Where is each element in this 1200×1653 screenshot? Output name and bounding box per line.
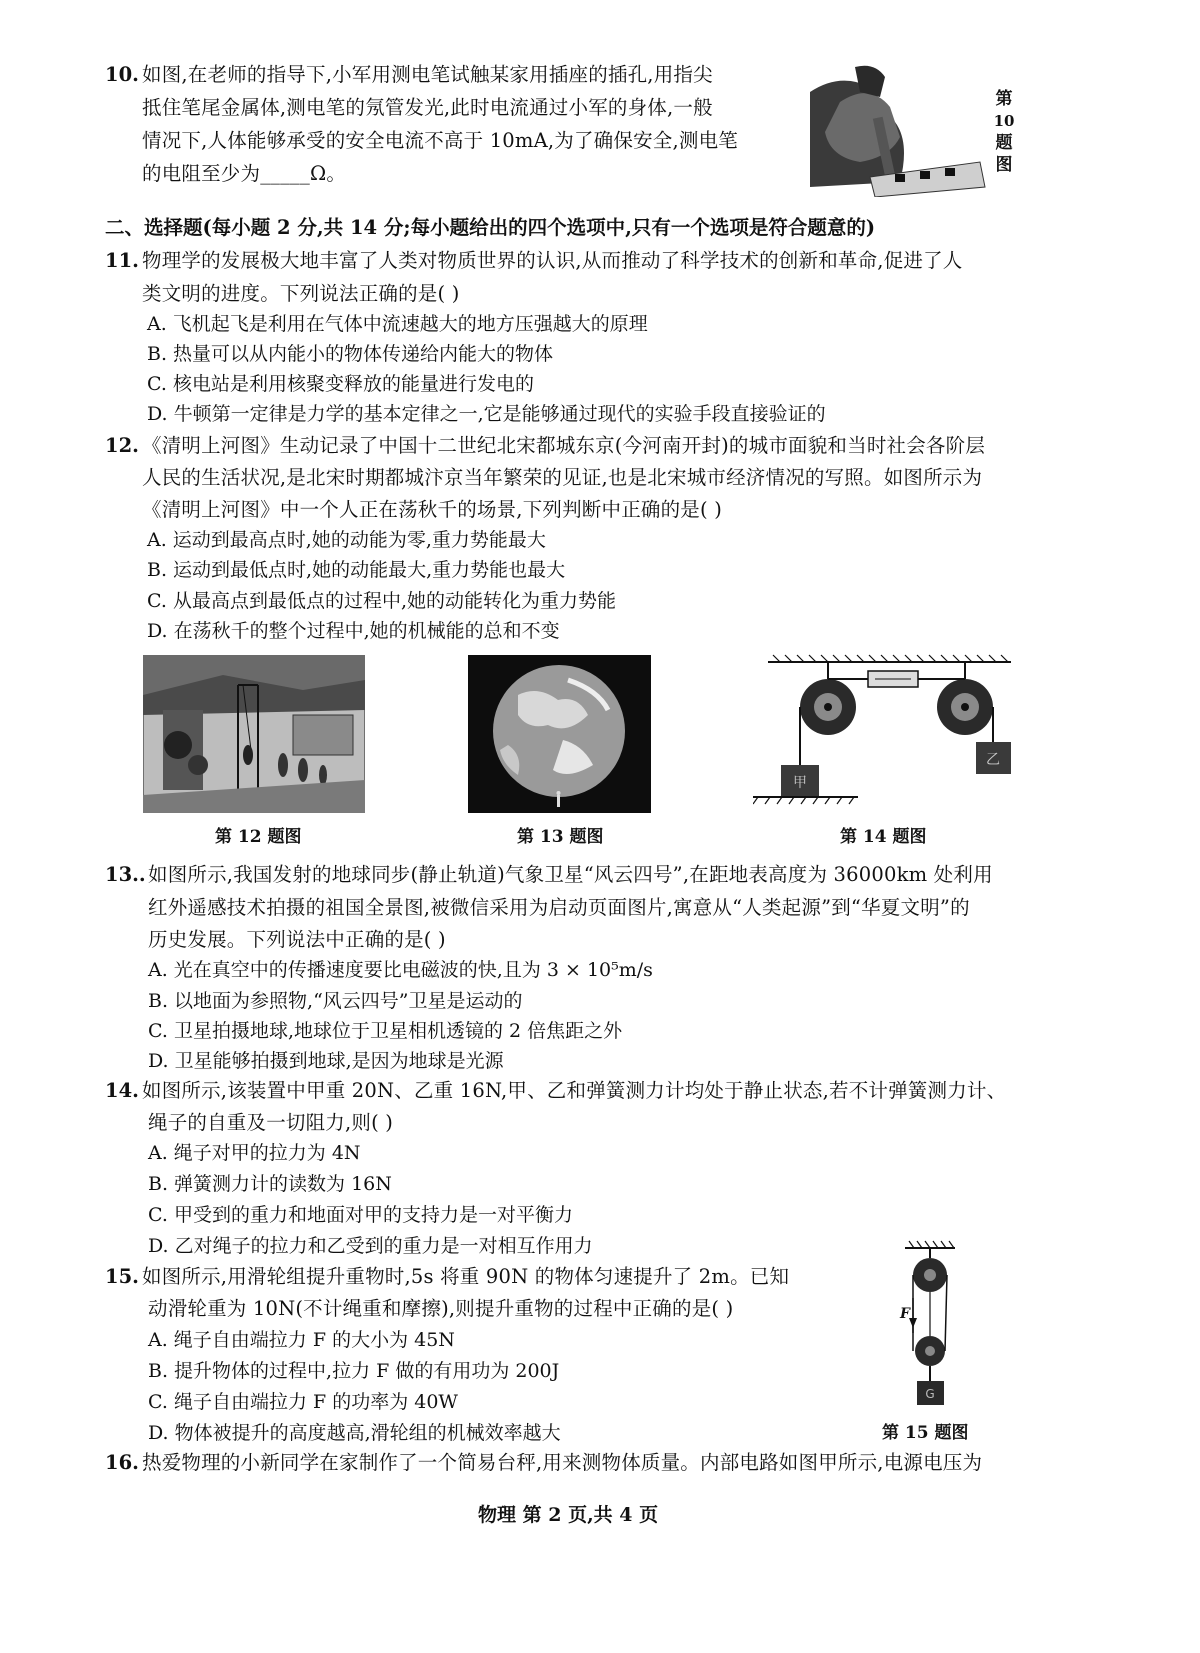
question-text-line: 如图所示,用滑轮组提升重物时,5s 将重 90N 的物体匀速提升了 2m。已知	[142, 1265, 790, 1288]
option-d: D. 牛顿第一定律是力学的基本定律之一,它是能够通过现代的实验手段直接验证的	[147, 403, 826, 425]
question-text-line: 《清明上河图》生动记录了中国十二世纪北宋都城东京(今河南开封)的城市面貌和当时社会各阶层	[142, 434, 986, 457]
question-number: 12.	[105, 434, 139, 457]
label-G: G	[925, 1387, 935, 1401]
question-text-line: 动滑轮重为 10N(不计绳重和摩擦),则提升重物的过程中正确的是( )	[148, 1297, 734, 1320]
option-b: B. 热量可以从内能小的物体传递给内能大的物体	[147, 343, 554, 365]
qingming-painting-figure	[143, 655, 365, 813]
question-text-line: 人民的生活状况,是北宋时期都城汴京当年繁荣的见证,也是北宋城市经济情况的写照。如图所示为	[142, 466, 983, 489]
option-a: A. 飞机起飞是利用在气体中流速越大的地方压强越大的原理	[147, 313, 648, 335]
option-a: A. 光在真空中的传播速度要比电磁波的快,且为 3 × 10⁵m/s	[148, 959, 653, 981]
question-text-line: 如图所示,我国发射的地球同步(静止轨道)气象卫星“风云四号”,在距地表高度为 36000km 处利用	[148, 863, 993, 886]
pulley-spring-figure	[753, 652, 1013, 815]
option-d: D. 乙对绳子的拉力和乙受到的重力是一对相互作用力	[148, 1235, 593, 1257]
option-b: B. 以地面为参照物,“风云四号”卫星是运动的	[148, 990, 523, 1012]
earth-photo-figure	[468, 655, 651, 813]
option-c: C. 甲受到的重力和地面对甲的支持力是一对平衡力	[148, 1204, 573, 1226]
option-b: B. 运动到最低点时,她的动能最大,重力势能也最大	[147, 559, 566, 581]
question-text-line: 红外遥感技术拍摄的祖国全景图,被微信采用为启动页面图片,寓意从“人类起源”到“华夏文明”的	[148, 896, 970, 919]
question-text-line: 情况下,人体能够承受的安全电流不高于 10mA,为了确保安全,测电笔	[142, 129, 738, 152]
question-text-line: 如图所示,该装置中甲重 20N、乙重 16N,甲、乙和弹簧测力计均处于静止状态,若不计弹簧测力计、	[142, 1079, 1007, 1102]
test-pen-photo	[800, 62, 990, 197]
option-a: A. 绳子对甲的拉力为 4N	[148, 1142, 361, 1164]
question-text-line: 绳子的自重及一切阻力,则( )	[148, 1111, 394, 1134]
label-jia: 甲	[793, 775, 807, 791]
question-text-line: 类文明的进度。下列说法正确的是( )	[142, 282, 460, 305]
section-heading: 二、选择题(每小题 2 分,共 14 分;每小题给出的四个选项中,只有一个选项是符合题意的)	[105, 216, 876, 239]
figure-12-caption: 第 12 题图	[215, 827, 302, 847]
option-c: C. 卫星拍摄地球,地球位于卫星相机透镜的 2 倍焦距之外	[148, 1020, 623, 1042]
question-text-line: 如图,在老师的指导下,小军用测电笔试触某家用插座的插孔,用指尖	[142, 63, 713, 86]
question-text-line: 抵住笔尾金属体,测电笔的氖管发光,此时电流通过小军的身体,一般	[142, 96, 713, 119]
question-text-line: 《清明上河图》中一个人正在荡秋千的场景,下列判断中正确的是( )	[142, 498, 723, 521]
option-d: D. 卫星能够拍摄到地球,是因为地球是光源	[148, 1050, 504, 1072]
option-d: D. 在荡秋千的整个过程中,她的机械能的总和不变	[147, 620, 560, 642]
question-text-line: 热爱物理的小新同学在家制作了一个简易台秤,用来测物体质量。内部电路如图甲所示,电源电压为	[142, 1451, 983, 1474]
option-a: A. 运动到最高点时,她的动能为零,重力势能最大	[147, 529, 546, 551]
option-d: D. 物体被提升的高度越高,滑轮组的机械效率越大	[148, 1422, 561, 1444]
question-number: 10.	[105, 63, 139, 86]
question-number: 13..	[105, 863, 146, 886]
question-number: 14.	[105, 1079, 139, 1102]
option-b: B. 提升物体的过程中,拉力 F 做的有用功为 200J	[148, 1360, 560, 1382]
question-text-line: 的电阻至少为_____Ω。	[142, 162, 347, 185]
option-b: B. 弹簧测力计的读数为 16N	[148, 1173, 392, 1195]
question-number: 16.	[105, 1451, 139, 1474]
label-yi: 乙	[986, 752, 1000, 768]
figure-13-caption: 第 13 题图	[517, 827, 604, 847]
page-footer: 物理 第 2 页,共 4 页	[478, 1504, 659, 1526]
question-text-line: 历史发展。下列说法中正确的是( )	[148, 928, 446, 951]
figure-15-caption: 第 15 题图	[882, 1423, 969, 1443]
figure-14-caption: 第 14 题图	[840, 827, 927, 847]
question-number: 15.	[105, 1265, 139, 1288]
option-c: C. 从最高点到最低点的过程中,她的动能转化为重力势能	[147, 590, 616, 612]
question-text-line: 物理学的发展极大地丰富了人类对物质世界的认识,从而推动了科学技术的创新和革命,促进了人	[142, 249, 963, 272]
question-number: 11.	[105, 249, 139, 272]
option-c: C. 绳子自由端拉力 F 的功率为 40W	[148, 1391, 458, 1413]
label-F: F	[900, 1306, 910, 1322]
option-c: C. 核电站是利用核聚变释放的能量进行发电的	[147, 373, 534, 395]
option-a: A. 绳子自由端拉力 F 的大小为 45N	[148, 1329, 455, 1351]
pulley-block-figure	[895, 1238, 965, 1413]
